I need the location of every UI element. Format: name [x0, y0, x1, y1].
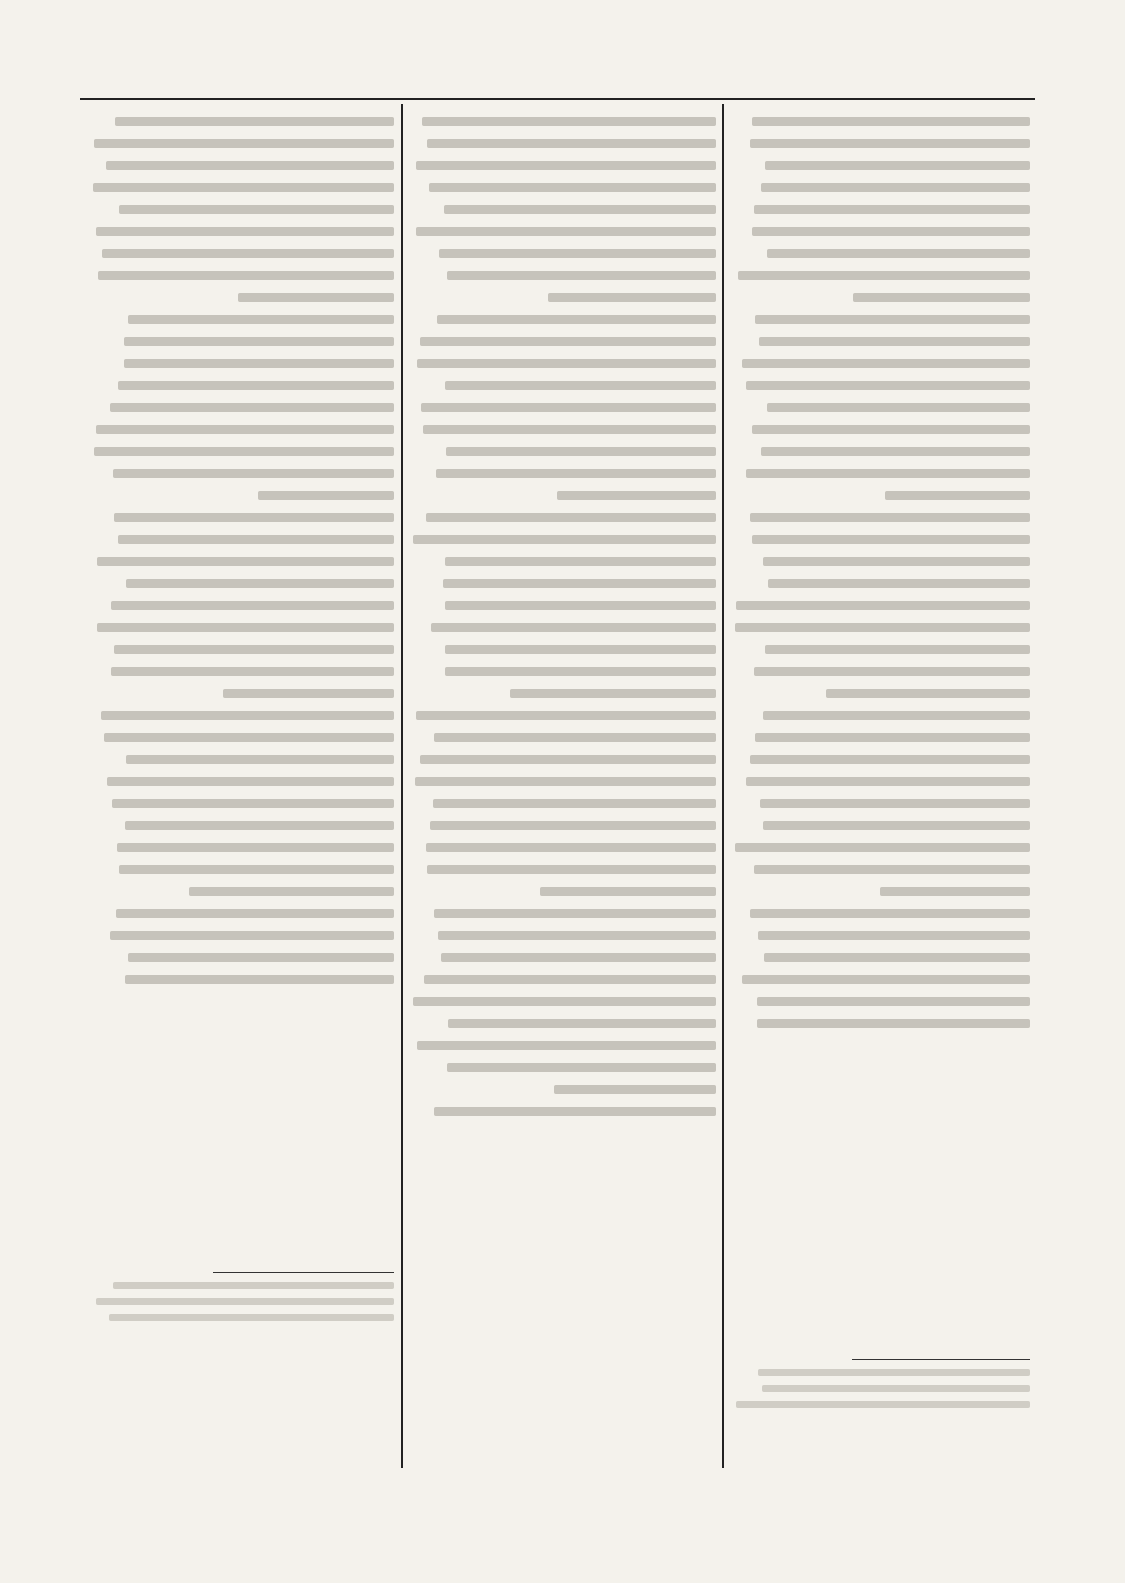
text-line-placeholder [448, 1019, 716, 1028]
text-line-placeholder [128, 953, 394, 962]
column-left-text [92, 104, 394, 997]
text-line-placeholder [420, 755, 716, 764]
text-line-placeholder [757, 1019, 1030, 1028]
column-left-footnotes [92, 1272, 394, 1330]
text-line-placeholder [750, 139, 1030, 148]
text-line-placeholder [750, 909, 1030, 918]
text-line-placeholder [446, 447, 716, 456]
text-line-placeholder [750, 755, 1030, 764]
text-line-placeholder [445, 381, 716, 390]
text-line-placeholder [97, 623, 394, 632]
text-line-placeholder [111, 667, 394, 676]
column-right [734, 104, 1030, 1468]
text-line-placeholder [445, 645, 716, 654]
text-line-placeholder [429, 183, 716, 192]
text-line-placeholder [437, 315, 716, 324]
text-line-placeholder [118, 535, 394, 544]
text-line-placeholder [761, 183, 1030, 192]
text-line-placeholder [97, 557, 394, 566]
text-line-placeholder [111, 601, 394, 610]
text-line-placeholder [742, 975, 1030, 984]
text-line-placeholder [416, 711, 716, 720]
text-line-placeholder [422, 117, 716, 126]
text-line-placeholder [113, 469, 394, 478]
text-line-placeholder [93, 183, 394, 192]
text-line-placeholder [115, 117, 394, 126]
text-line-placeholder [853, 293, 1030, 302]
column-separator [401, 104, 403, 1468]
text-line-placeholder [510, 689, 716, 698]
text-line-placeholder [447, 271, 716, 280]
text-line-placeholder [96, 425, 394, 434]
text-line-placeholder [434, 909, 716, 918]
text-line-placeholder [434, 733, 716, 742]
text-line-placeholder [126, 579, 394, 588]
text-line-placeholder [763, 557, 1030, 566]
text-line-placeholder [417, 1041, 716, 1050]
text-line-placeholder [104, 733, 394, 742]
footnote-rule [213, 1272, 394, 1273]
text-line-placeholder [413, 997, 716, 1006]
text-line-placeholder [114, 645, 394, 654]
text-line-placeholder [124, 337, 394, 346]
text-line-placeholder [433, 799, 716, 808]
text-line-placeholder [752, 425, 1030, 434]
text-line-placeholder [102, 249, 394, 258]
text-line-placeholder [223, 689, 394, 698]
column-right-text [734, 104, 1030, 1041]
text-line-placeholder [258, 491, 394, 500]
text-line-placeholder [424, 975, 716, 984]
text-line-placeholder [426, 843, 716, 852]
text-line-placeholder [763, 711, 1030, 720]
text-line-placeholder [106, 161, 394, 170]
text-line-placeholder [444, 205, 716, 214]
text-line-placeholder [757, 997, 1030, 1006]
text-line-placeholder [752, 535, 1030, 544]
text-line-placeholder [885, 491, 1030, 500]
text-line-placeholder [441, 953, 716, 962]
text-line-placeholder [759, 337, 1030, 346]
text-line-placeholder [96, 1298, 394, 1305]
text-line-placeholder [445, 557, 716, 566]
text-line-placeholder [752, 117, 1030, 126]
text-line-placeholder [119, 205, 394, 214]
text-line-placeholder [117, 843, 394, 852]
text-line-placeholder [738, 271, 1030, 280]
text-line-placeholder [758, 1369, 1030, 1376]
page-header [80, 52, 1035, 96]
text-line-placeholder [765, 161, 1030, 170]
text-line-placeholder [116, 909, 394, 918]
text-line-placeholder [94, 139, 394, 148]
text-line-placeholder [426, 513, 716, 522]
text-line-placeholder [114, 513, 394, 522]
text-line-placeholder [416, 227, 716, 236]
text-line-placeholder [755, 733, 1030, 742]
text-line-placeholder [128, 315, 394, 324]
text-line-placeholder [754, 865, 1030, 874]
text-line-placeholder [438, 931, 716, 940]
text-line-placeholder [436, 469, 716, 478]
text-line-placeholder [443, 579, 716, 588]
text-line-placeholder [417, 359, 716, 368]
text-line-placeholder [762, 1385, 1030, 1392]
column-middle [412, 104, 716, 1468]
text-line-placeholder [118, 381, 394, 390]
text-line-placeholder [101, 711, 394, 720]
text-line-placeholder [736, 1401, 1030, 1408]
text-line-placeholder [754, 667, 1030, 676]
header-rule [80, 98, 1035, 100]
text-line-placeholder [447, 1063, 716, 1072]
text-line-placeholder [752, 227, 1030, 236]
text-line-placeholder [413, 535, 716, 544]
text-line-placeholder [760, 799, 1030, 808]
text-line-placeholder [431, 623, 716, 632]
text-line-placeholder [189, 887, 394, 896]
text-line-placeholder [434, 1107, 716, 1116]
text-line-placeholder [767, 403, 1030, 412]
text-line-placeholder [98, 271, 394, 280]
text-line-placeholder [238, 293, 394, 302]
text-line-placeholder [107, 777, 394, 786]
text-line-placeholder [755, 315, 1030, 324]
text-line-placeholder [96, 227, 394, 236]
text-line-placeholder [427, 139, 716, 148]
text-line-placeholder [557, 491, 716, 500]
text-line-placeholder [735, 843, 1030, 852]
text-line-placeholder [430, 821, 716, 830]
text-line-placeholder [415, 777, 716, 786]
text-line-placeholder [750, 513, 1030, 522]
text-line-placeholder [420, 337, 716, 346]
text-line-placeholder [416, 161, 716, 170]
text-line-placeholder [427, 865, 716, 874]
text-line-placeholder [736, 601, 1030, 610]
text-line-placeholder [746, 469, 1030, 478]
text-line-placeholder [113, 1282, 394, 1289]
text-line-placeholder [554, 1085, 716, 1094]
text-line-placeholder [742, 359, 1030, 368]
text-line-placeholder [119, 865, 394, 874]
column-separator [722, 104, 724, 1468]
text-line-placeholder [445, 601, 716, 610]
text-line-placeholder [124, 359, 394, 368]
column-right-footnotes [734, 1359, 1030, 1417]
text-line-placeholder [109, 1314, 394, 1321]
column-left [92, 104, 394, 1468]
text-line-placeholder [110, 931, 394, 940]
text-line-placeholder [880, 887, 1030, 896]
text-line-placeholder [765, 645, 1030, 654]
text-line-placeholder [421, 403, 716, 412]
column-middle-text [412, 104, 716, 1129]
text-line-placeholder [112, 799, 394, 808]
text-line-placeholder [763, 821, 1030, 830]
text-line-placeholder [746, 381, 1030, 390]
text-line-placeholder [423, 425, 716, 434]
text-line-placeholder [826, 689, 1030, 698]
text-line-placeholder [110, 403, 394, 412]
text-line-placeholder [548, 293, 716, 302]
text-line-placeholder [126, 755, 394, 764]
text-line-placeholder [767, 249, 1030, 258]
text-line-placeholder [768, 579, 1030, 588]
text-line-placeholder [746, 777, 1030, 786]
text-line-placeholder [754, 205, 1030, 214]
text-line-placeholder [439, 249, 716, 258]
text-line-placeholder [758, 931, 1030, 940]
text-line-placeholder [761, 447, 1030, 456]
text-line-placeholder [764, 953, 1030, 962]
text-line-placeholder [125, 975, 394, 984]
text-line-placeholder [735, 623, 1030, 632]
text-line-placeholder [94, 447, 394, 456]
text-line-placeholder [445, 667, 716, 676]
text-line-placeholder [125, 821, 394, 830]
footnote-rule [852, 1359, 1030, 1360]
text-line-placeholder [540, 887, 716, 896]
